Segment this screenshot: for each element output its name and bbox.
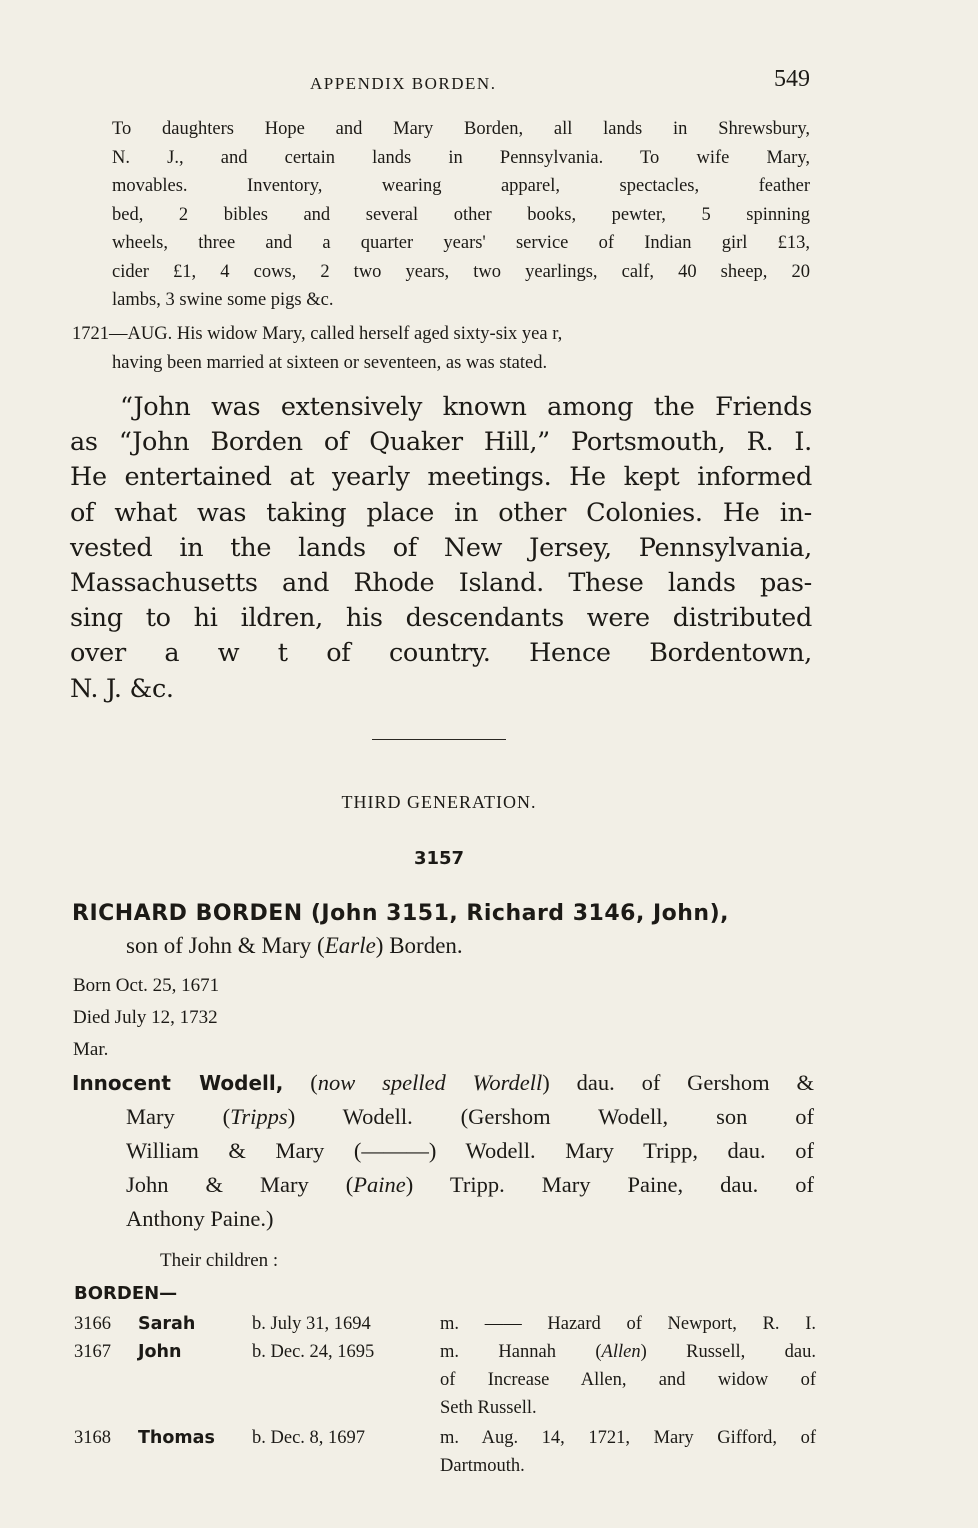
quote-paragraph	[70, 390, 812, 707]
spouse-name: Innocent Wodell,	[72, 1071, 284, 1095]
child-number: 3166	[74, 1314, 111, 1334]
text-line: m. Aug. 14, 1721, Mary Gifford, of	[440, 1428, 816, 1448]
married-record: Mar.	[73, 1039, 109, 1060]
parents-maiden-name: Earle	[324, 933, 376, 958]
child-name: Sarah	[138, 1314, 196, 1334]
text-line: vested in the lands of New Jersey, Pennsylvania,	[70, 532, 812, 563]
will-paragraph	[112, 115, 810, 315]
child-number: 3168	[74, 1428, 111, 1448]
died-record: Died July 12, 1732	[73, 1007, 218, 1028]
maiden-name: Paine	[353, 1172, 406, 1197]
section-heading: THIRD GENERATION.	[341, 792, 537, 812]
text-line: as “John Borden of Quaker Hill,” Portsmouth, R. I.	[70, 427, 812, 458]
text-line: N. J. &c.	[70, 673, 174, 704]
person-name-text: RICHARD BORDEN	[72, 901, 303, 926]
child-number: 3167	[74, 1342, 111, 1362]
vital-records	[73, 970, 219, 1066]
text-line: Seth Russell.	[440, 1398, 537, 1418]
spelling-note: now spelled Wordell	[317, 1070, 543, 1095]
text-line	[72, 1168, 814, 1202]
text-span: m. Hannah (	[440, 1342, 602, 1362]
maiden-name: Tripps	[230, 1104, 288, 1129]
person-name	[72, 901, 729, 926]
text-span: Mary (	[126, 1104, 231, 1129]
text-span: (	[283, 1070, 318, 1095]
child-born: b. Dec. 8, 1697	[252, 1428, 366, 1448]
section-divider	[372, 739, 506, 740]
text-line: lambs, 3 swine some pigs &c.	[112, 290, 334, 310]
child-born: b. July 31, 1694	[252, 1314, 371, 1334]
text-line: of what was taking place in other Colonies. He in-	[70, 497, 812, 528]
text-line: 1721—AUG. His widow Mary, called herself aged sixty-six yea r,	[72, 324, 563, 344]
text-line: “John was extensively known among the Friends	[120, 392, 812, 422]
child-born: b. Dec. 24, 1695	[252, 1342, 375, 1362]
text-line: Dartmouth.	[440, 1456, 525, 1476]
text-span: ) Tripp. Mary Paine, dau. of	[405, 1172, 814, 1197]
text-span: ) Wodell. (Gershom Wodell, son of	[287, 1104, 814, 1129]
text-line: Massachusetts and Rhode Island. These lands pas-	[70, 568, 812, 599]
child-married	[440, 1424, 816, 1480]
text-line: movables. Inventory, wearing apparel, spectacles, feather	[112, 176, 810, 196]
born-record: Born Oct. 25, 1671	[73, 975, 220, 996]
maiden-name: Allen	[601, 1342, 641, 1362]
text-line	[440, 1338, 816, 1366]
text-line: N. J., and certain lands in Pennsylvania. To wife Mary,	[112, 147, 810, 168]
text-span: ) Russell, dau.	[640, 1342, 816, 1362]
text-line: wheels, three and a quarter years' service of Indian girl £13,	[112, 233, 810, 253]
children-intro: Their children :	[160, 1250, 279, 1271]
text-line	[72, 1100, 814, 1134]
child-name: John	[138, 1342, 182, 1362]
text-line: m. —— Hazard of Newport, R. I.	[440, 1314, 816, 1334]
entry-number: 3157	[413, 848, 465, 869]
text-line: over a w t of country. Hence Bordentown,	[70, 638, 812, 669]
text-line: bed, 2 bibles and several other books, pewter, 5 spinning	[112, 204, 810, 225]
text-line: having been married at sixteen or seventeen, as was stated.	[112, 352, 548, 373]
running-head	[110, 66, 810, 96]
person-heading	[72, 897, 814, 962]
spouse-paragraph	[72, 1066, 814, 1236]
text-line: William & Mary (———) Wodell. Mary Tripp, dau. of	[126, 1138, 814, 1163]
text-line: cider £1, 4 cows, 2 two years, two yearlings, calf, 40 sheep, 20	[112, 261, 810, 282]
text-line: He entertained at yearly meetings. He kept informed	[70, 462, 812, 493]
parents-text: son of John & Mary (	[126, 933, 325, 958]
surname-heading: BORDEN—	[74, 1283, 178, 1304]
text-line: sing to hi ildren, his descendants were distributed	[70, 603, 812, 634]
text-line	[72, 1066, 814, 1100]
text-line: Anthony Paine.)	[126, 1206, 274, 1231]
parents-text: ) Borden.	[375, 933, 463, 958]
text-line: of Increase Allen, and widow of	[440, 1370, 816, 1390]
text-span: ) dau. of Gershom &	[542, 1070, 815, 1095]
person-parents	[72, 930, 814, 962]
page-number: 549	[774, 66, 810, 92]
child-married	[440, 1310, 816, 1338]
child-married	[440, 1338, 816, 1422]
person-lineage: (John 3151, Richard 3146, John),	[302, 901, 730, 926]
child-name: Thomas	[138, 1428, 215, 1448]
text-span: John & Mary (	[126, 1172, 354, 1197]
entry-1721	[72, 320, 812, 377]
text-line: To daughters Hope and Mary Borden, all lands in Shrewsbury,	[112, 119, 810, 139]
running-title: APPENDIX BORDEN.	[310, 74, 497, 93]
